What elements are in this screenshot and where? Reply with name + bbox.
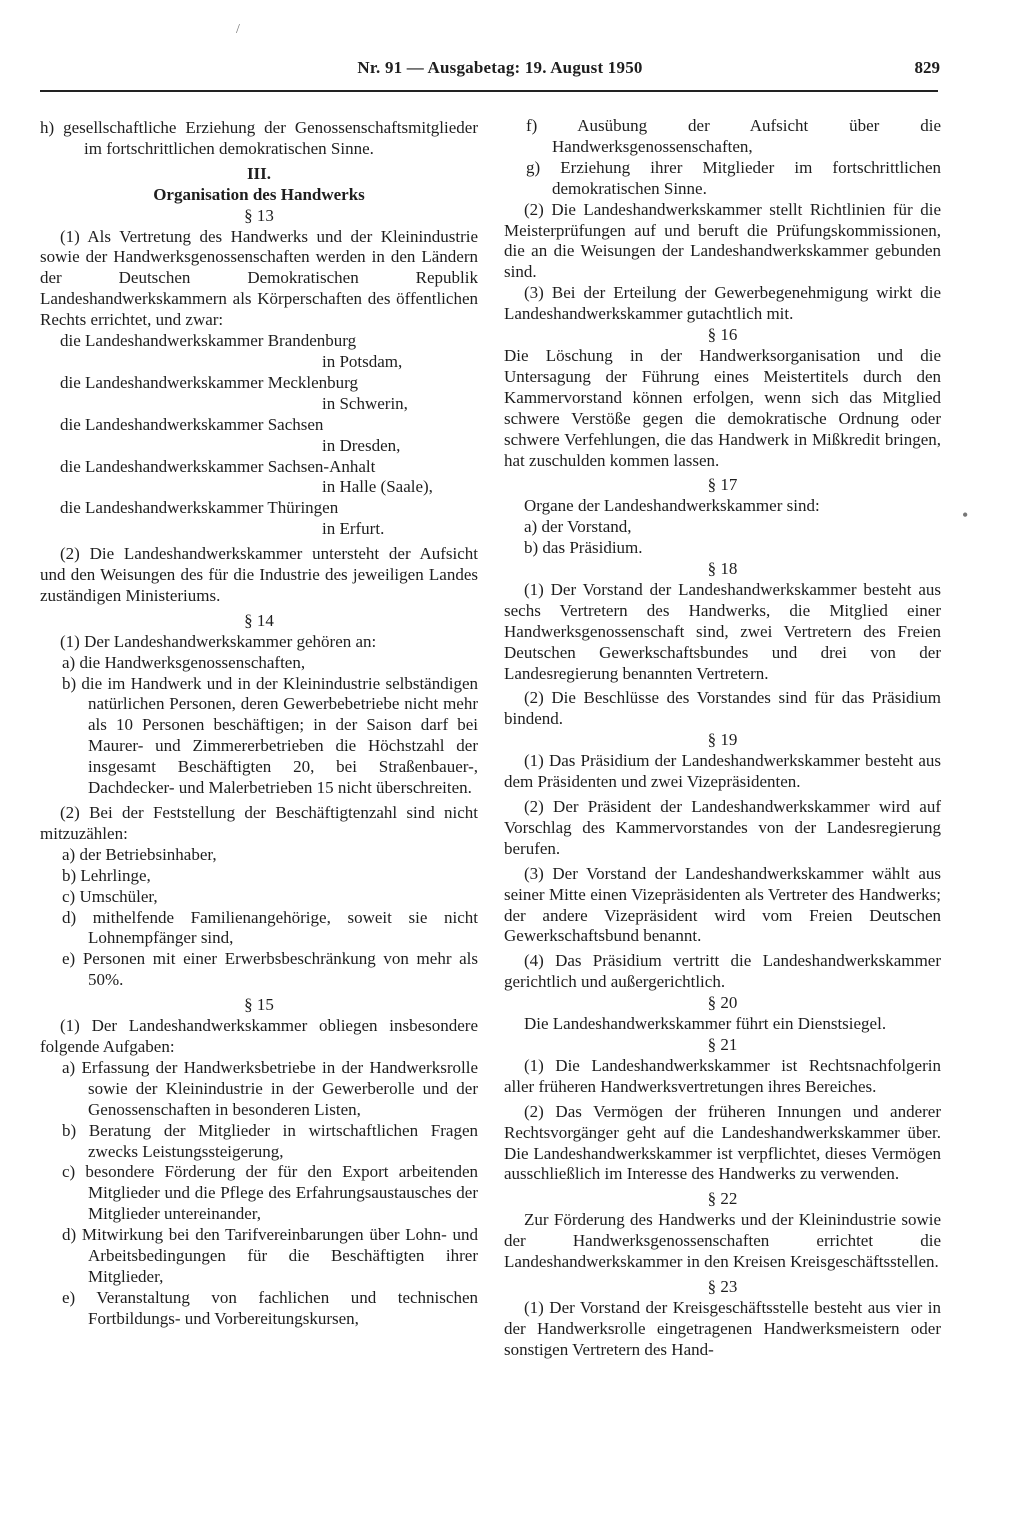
- task-item-e: e) Veranstaltung von fachlichen und technischen Fortbildungs- und Vorbereitungskursen,: [62, 1287, 478, 1328]
- chamber-entry: [40, 457, 478, 499]
- chamber-name: die Landeshandwerkskammer Thüringen: [60, 498, 339, 518]
- section-15-intro: (1) Der Landeshandwerkskammer obliegen insbesondere folgende Aufgaben:: [40, 1016, 478, 1056]
- organ-item-b: b) das Präsidium.: [524, 538, 643, 558]
- section-23-paragraph-1: (1) Der Vorstand der Kreisgeschäftsstelle besteht aus vier in der Handwerksrolle eingetragenen Handwerksmeistern oder sonstigen Vertretern des Hand-: [504, 1297, 941, 1359]
- part-number: III.: [246, 163, 272, 183]
- chamber-location: in Potsdam,: [322, 351, 403, 371]
- section-14-intro: (1) Der Landeshandwerkskammer gehören an:: [60, 631, 377, 651]
- task-item-f: f) Ausübung der Aufsicht über die Handwerksgenossenschaften,: [526, 116, 941, 156]
- chamber-name: die Landeshandwerkskammer Sachsen-Anhalt: [60, 456, 376, 476]
- section-19-paragraph-3: (3) Der Vorstand der Landeshandwerkskammer wählt aus seiner Mitte einen Vizepräsidenten als Vertreter des Handwerks; der andere Vizepräsident wird vom Freien Deutschen Gewerkschaftsbund benannt.: [504, 863, 941, 946]
- chamber-name: die Landeshandwerkskammer Brandenburg: [60, 331, 357, 351]
- left-column: [40, 118, 478, 1330]
- chamber-entry: [40, 498, 478, 540]
- chamber-location: in Schwerin,: [322, 393, 408, 413]
- section-21-heading: § 21: [707, 1034, 738, 1054]
- section-14-item-a: a) die Handwerksgenossenschaften,: [62, 652, 306, 672]
- part-title: Organisation des Handwerks: [153, 184, 365, 204]
- chamber-location: in Erfurt.: [322, 519, 385, 539]
- item-h: h) gesellschaftliche Erziehung der Genossenschaftsmitglieder im fortschrittlichen demokratischen Sinne.: [40, 118, 478, 158]
- section-15-paragraph-2: (2) Die Landeshandwerkskammer stellt Richtlinien für die Meisterprüfungen auf und beruft die Prüfungskommissionen, die an die Weisungen der Landeshandwerkskammer gebunden sind.: [504, 199, 941, 282]
- section-15-heading: § 15: [244, 995, 274, 1015]
- chamber-name: die Landeshandwerkskammer Sachsen: [60, 414, 324, 434]
- task-item-b: b) Beratung der Mitglieder in wirtschaftlichen Fragen zwecks Leistungssteigerung,: [62, 1120, 478, 1161]
- exclusion-item-d: d) mithelfende Familienangehörige, soweit sie nicht Lohnempfänger sind,: [62, 907, 478, 948]
- section-13-heading: § 13: [244, 205, 274, 225]
- chamber-entry: [40, 415, 478, 457]
- chamber-list: [40, 331, 478, 540]
- page-header: [40, 58, 940, 82]
- scan-speck: •: [962, 505, 969, 525]
- section-19-paragraph-1: (1) Das Präsidium der Landeshandwerkskammer besteht aus dem Präsidenten und zwei Vizepräsidenten.: [504, 751, 941, 792]
- section-21-paragraph-2: (2) Das Vermögen der früheren Innungen und anderer Rechtsvorgänger geht auf die Landeshandwerkskammer über. Die Landeshandwerkskammer ist verpflichtet, dieses Vermögen ausschließlich im Interesse des Handwerks zu verwenden.: [504, 1101, 941, 1184]
- scan-speck: /: [236, 22, 240, 37]
- section-13-paragraph-2: (2) Die Landeshandwerkskammer untersteht der Aufsicht und den Weisungen des für die Industrie des jeweiligen Landes zuständigen Ministeriums.: [40, 544, 478, 605]
- section-19-paragraph-4: (4) Das Präsidium vertritt die Landeshandwerkskammer gerichtlich und außergerichtlich.: [504, 951, 941, 992]
- chamber-name: die Landeshandwerkskammer Mecklenburg: [60, 372, 359, 392]
- section-15-paragraph-3: (3) Bei der Erteilung der Gewerbegenehmigung wirkt die Landeshandwerkskammer gutachtlich mit.: [504, 283, 941, 324]
- section-16-text: Die Löschung in der Handwerksorganisation und die Untersagung der Führung eines Meistertitels durch den Kammervorstand können erfolgen, wenn sich das Mitglied schwere Verstöße gegen die demokratische Ordnung oder schwere Verfehlungen, die das Handwerk in Mißkredit bringen, hat zuschulden kommen lassen.: [504, 345, 941, 470]
- section-14-heading: § 14: [244, 610, 274, 630]
- section-18-paragraph-2: (2) Die Beschlüsse des Vorstandes sind für das Präsidium bindend.: [504, 688, 941, 729]
- section-20-heading: § 20: [707, 993, 738, 1013]
- exclusion-item-c: c) Umschüler,: [62, 886, 158, 906]
- chamber-location: in Dresden,: [322, 435, 401, 455]
- task-item-a: a) Erfassung der Handwerksbetriebe in der Handwerksrolle sowie der Kleinindustrie in der Gewerberolle und der Genossenschaften in besonderen Listen,: [62, 1057, 478, 1119]
- section-19-heading: § 19: [707, 730, 738, 750]
- task-item-g: g) Erziehung ihrer Mitglieder im fortschrittlichen demokratischen Sinne.: [526, 157, 941, 198]
- section-19-paragraph-2: (2) Der Präsident der Landeshandwerkskammer wird auf Vorschlag des Kammervorstandes von der Landesregierung berufen.: [504, 797, 941, 858]
- section-20-text: Die Landeshandwerkskammer führt ein Dienstsiegel.: [524, 1014, 887, 1034]
- exclusion-item-e: e) Personen mit einer Erwerbsbeschränkung von mehr als 50%.: [62, 949, 478, 990]
- chamber-entry: [40, 331, 478, 373]
- header-rule: [40, 90, 938, 92]
- chamber-entry: [40, 373, 478, 415]
- section-21-paragraph-1: (1) Die Landeshandwerkskammer ist Rechtsnachfolgerin aller früheren Handwerksvertretungen ihres Bereiches.: [504, 1055, 941, 1096]
- section-18-heading: § 18: [707, 559, 738, 579]
- section-16-heading: § 16: [707, 325, 738, 345]
- section-17-intro: Organe der Landeshandwerkskammer sind:: [524, 496, 820, 516]
- section-18-paragraph-1: (1) Der Vorstand der Landeshandwerkskammer besteht aus sechs Vertretern des Handwerks, die Mitglied einer Handwerksgenossenschaft sind, zwei Vertretern des Freien Deutschen Gewerkschaftsbundes und drei von der Landesregierung benannten Vertretern.: [504, 579, 941, 683]
- section-14-paragraph-2-intro: (2) Bei der Feststellung der Beschäftigtenzahl sind nicht mitzuzählen:: [40, 803, 478, 843]
- section-14-item-b: b) die im Handwerk und in der Kleinindustrie selbständigen natürlichen Personen, deren Gewerbebetriebe nicht mehr als 10 Personen beschäftigen; in der Saison darf bei Maurer- und Zimmererbetrieben die Höchstzahl der insgesamt Beschäftigten 20, bei Straßenbauer-, Dachdecker- und Malerbetrieben 15 nicht überschreiten.: [62, 673, 478, 798]
- section-13-paragraph-1: (1) Als Vertretung des Handwerks und der Kleinindustrie sowie der Handwerksgenossenschaften werden in den Ländern der Deutschen Demokratischen Republik Landeshandwerkskammern als Körperschaften des öffentlichen Rechts errichtet, und zwar:: [40, 226, 478, 330]
- task-item-d: d) Mitwirkung bei den Tarifvereinbarungen über Lohn- und Arbeitsbedingungen für die Beschäftigten ihrer Mitglieder,: [62, 1225, 478, 1286]
- section-17-heading: § 17: [707, 475, 738, 495]
- section-22-text: Zur Förderung des Handwerks und der Kleinindustrie sowie der Handwerksgenossenschaften errichtet die Landeshandwerkskammer in den Kreisen Kreisgeschäftsstellen.: [504, 1210, 941, 1272]
- section-22-heading: § 22: [707, 1189, 738, 1209]
- page-number: 829: [914, 58, 940, 77]
- section-23-heading: § 23: [707, 1276, 738, 1296]
- gazette-issue-title: Nr. 91 — Ausgabetag: 19. August 1950: [357, 58, 643, 77]
- organ-item-a: a) der Vorstand,: [524, 517, 632, 537]
- exclusion-item-a: a) der Betriebsinhaber,: [62, 844, 217, 864]
- chamber-location: in Halle (Saale),: [322, 477, 433, 497]
- right-column: [504, 116, 941, 1361]
- exclusion-item-b: b) Lehrlinge,: [62, 865, 151, 885]
- task-item-c: c) besondere Förderung der für den Export arbeitenden Mitglieder und die Pflege des Erfahrungsaustausches der Mitglieder untereinander,: [62, 1162, 478, 1224]
